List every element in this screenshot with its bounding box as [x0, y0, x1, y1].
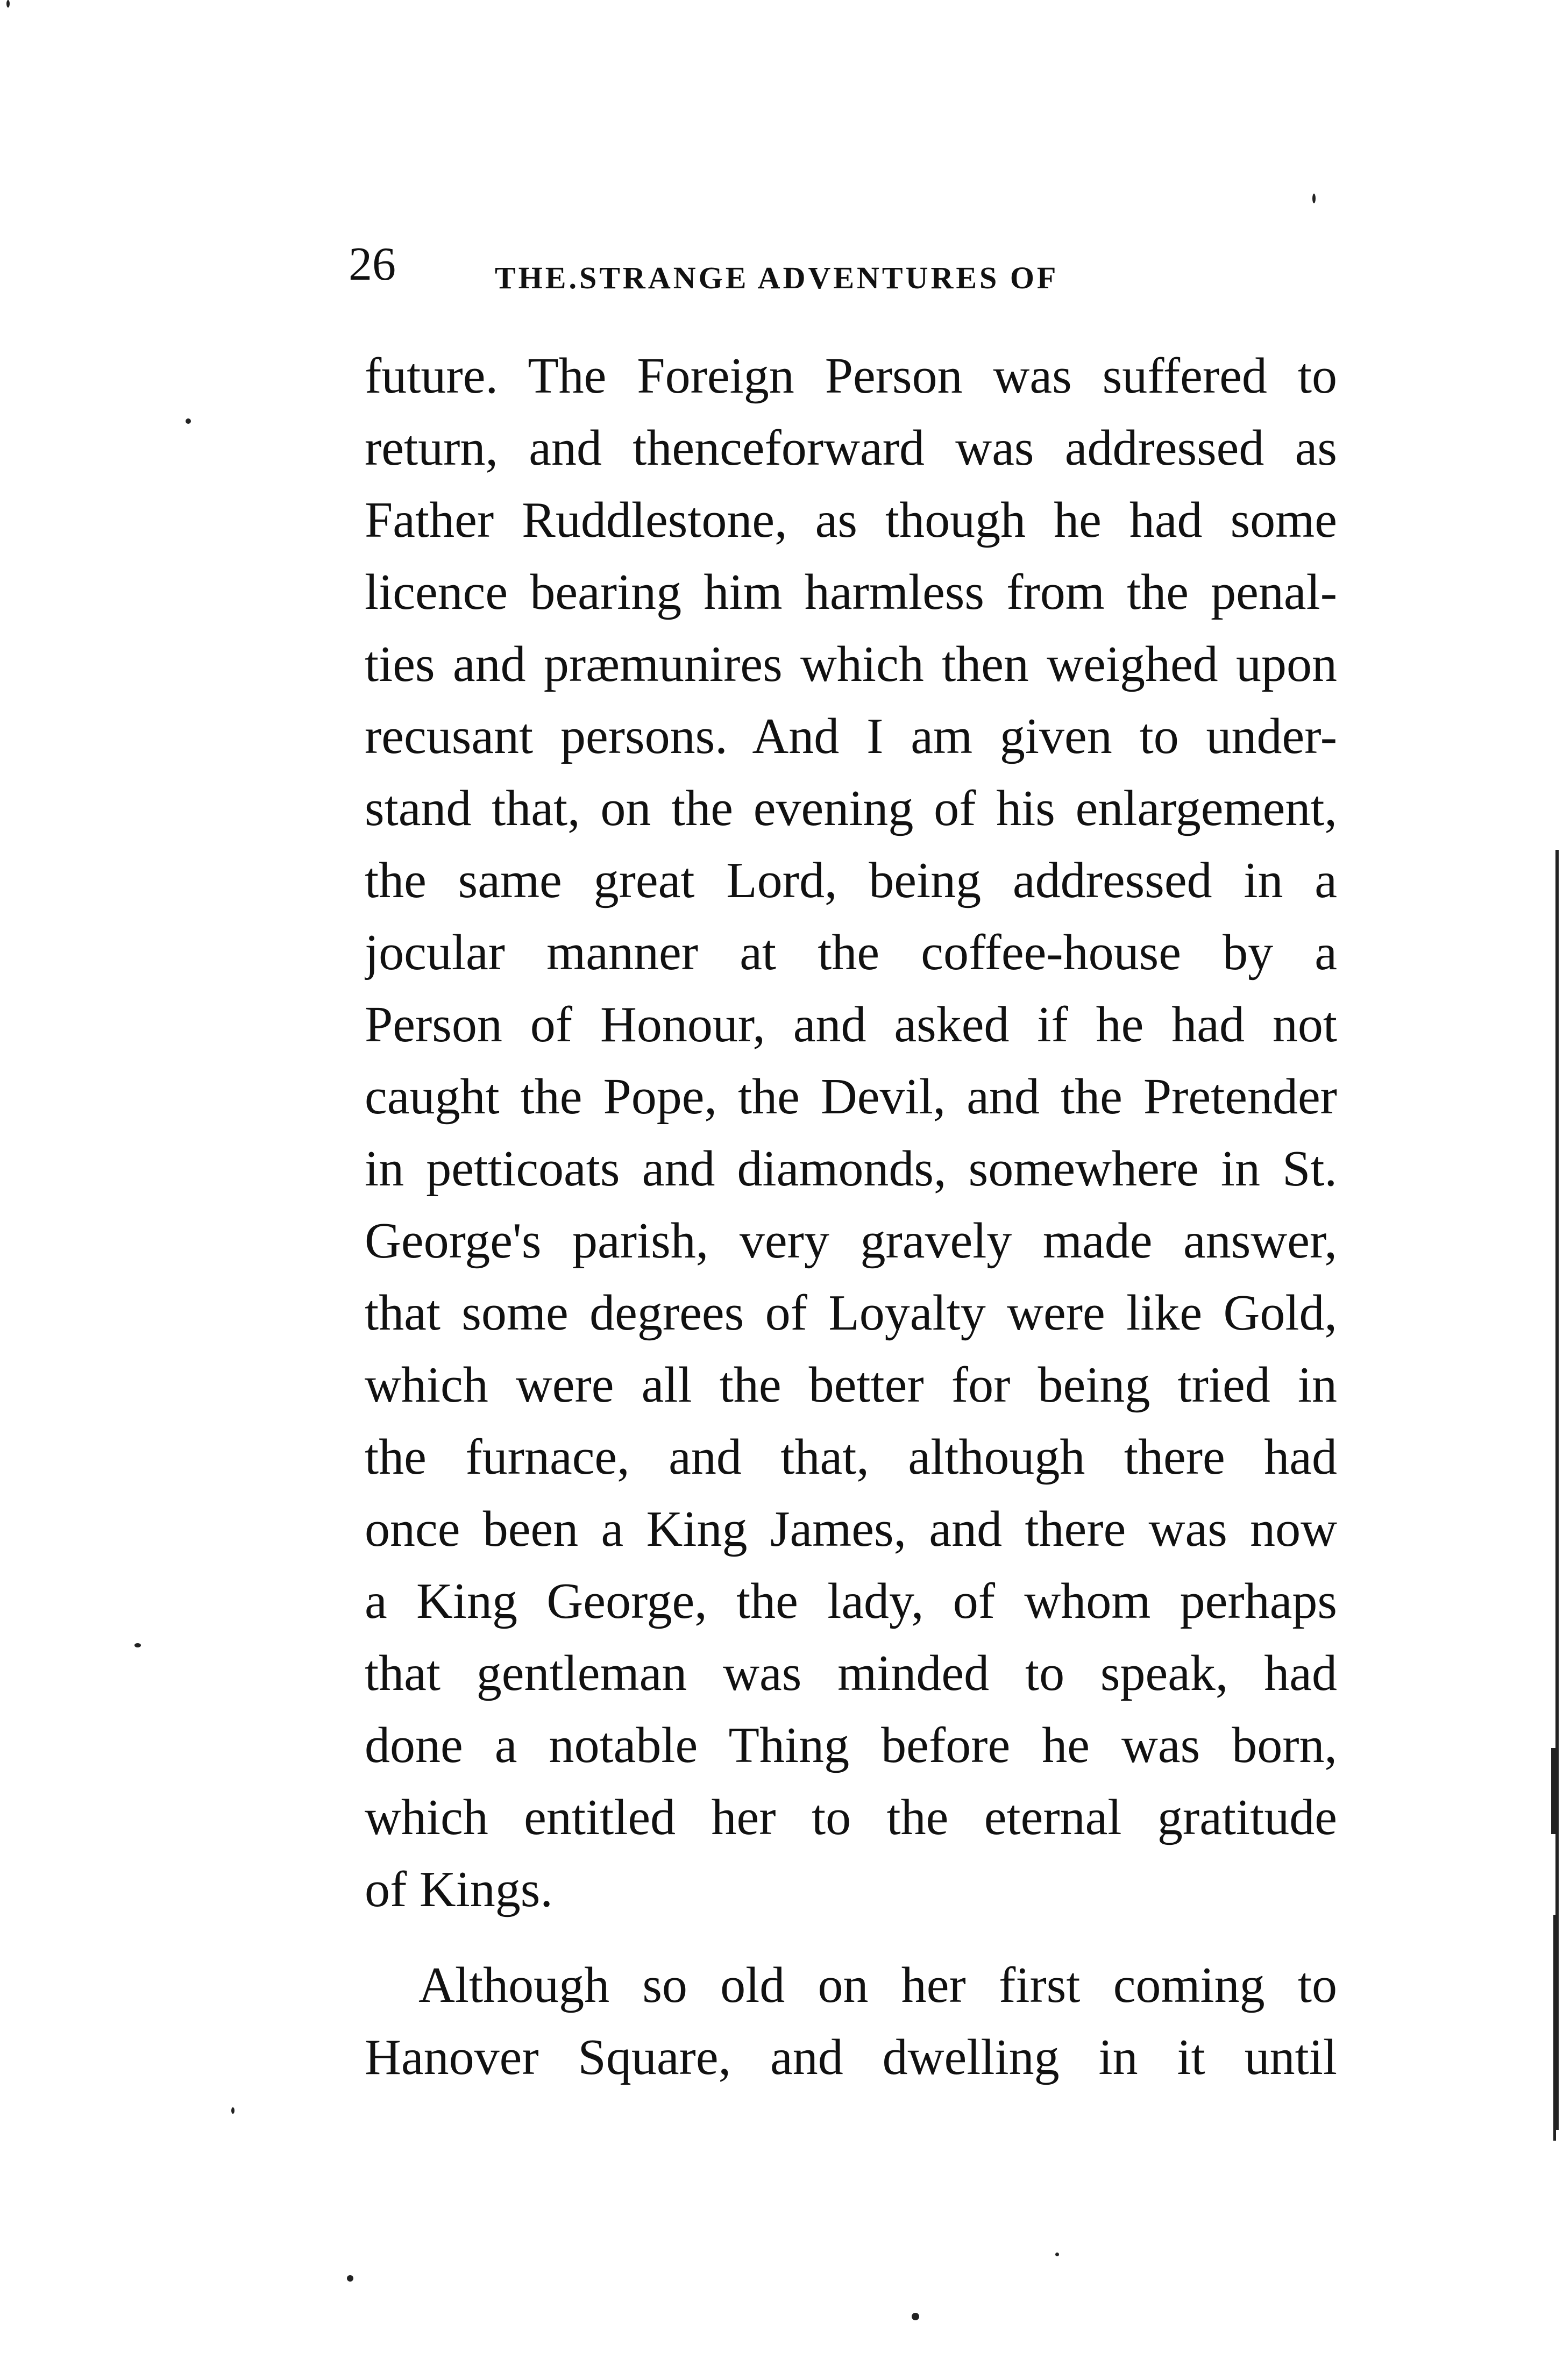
text-line: a King George, the lady, of whom perhaps: [365, 1573, 1337, 1629]
text-line: of Kings.: [365, 1862, 553, 1917]
scan-speck: [231, 2107, 235, 2114]
text-line: Although so old on her first coming to: [418, 1957, 1337, 2013]
scan-speck: [347, 2275, 353, 2282]
scan-speck: [186, 418, 191, 424]
paragraph: [365, 1949, 1337, 2093]
binding-edge-line: [1553, 1915, 1556, 2141]
body-text: [365, 340, 1337, 2093]
text-line: the same great Lord, being addressed in a: [365, 852, 1337, 908]
text-line: recusant persons. And I am given to under-: [365, 708, 1337, 764]
text-line: Father Ruddlestone, as though he had some: [365, 492, 1337, 548]
paragraph: [365, 340, 1337, 1926]
text-line: ties and præmunires which then weighed upon: [365, 636, 1337, 692]
text-line: which were all the better for being tried in: [365, 1357, 1337, 1413]
text-line: jocular manner at the coffee-house by a: [365, 925, 1337, 981]
scan-speck: [1312, 194, 1316, 203]
text-line: once been a King James, and there was now: [365, 1501, 1337, 1557]
text-line: that some degrees of Loyalty were like Gold,: [365, 1285, 1337, 1341]
scan-speck: [1055, 2253, 1059, 2256]
text-line: which entitled her to the eternal gratitude: [365, 1789, 1337, 1845]
scan-speck: [134, 1643, 141, 1647]
scan-speck: [6, 0, 10, 8]
text-line: return, and thenceforward was addressed as: [365, 420, 1337, 476]
text-line: George's parish, very gravely made answer,: [365, 1213, 1337, 1269]
text-line: caught the Pope, the Devil, and the Pretender: [365, 1069, 1337, 1125]
text-line: the furnace, and that, although there had: [365, 1429, 1337, 1485]
text-line: that gentleman was minded to speak, had: [365, 1645, 1337, 1701]
paragraph-gap: [365, 1926, 1337, 1949]
text-line: in petticoats and diamonds, somewhere in St.: [365, 1141, 1337, 1197]
text-line: Hanover Square, and dwelling in it until: [365, 2029, 1337, 2085]
scan-speck: [912, 2313, 919, 2320]
text-line: Person of Honour, and asked if he had not: [365, 997, 1337, 1053]
text-line: stand that, on the evening of his enlargement,: [365, 780, 1337, 836]
text-line: future. The Foreign Person was suffered to: [365, 348, 1337, 404]
running-head: THE.STRANGE ADVENTURES OF: [495, 260, 1059, 295]
text-line: licence bearing him harmless from the penal-: [365, 564, 1337, 620]
binding-edge-line: [1551, 1748, 1555, 1834]
page-number: 26: [349, 238, 396, 290]
text-line: done a notable Thing before he was born,: [365, 1717, 1337, 1773]
